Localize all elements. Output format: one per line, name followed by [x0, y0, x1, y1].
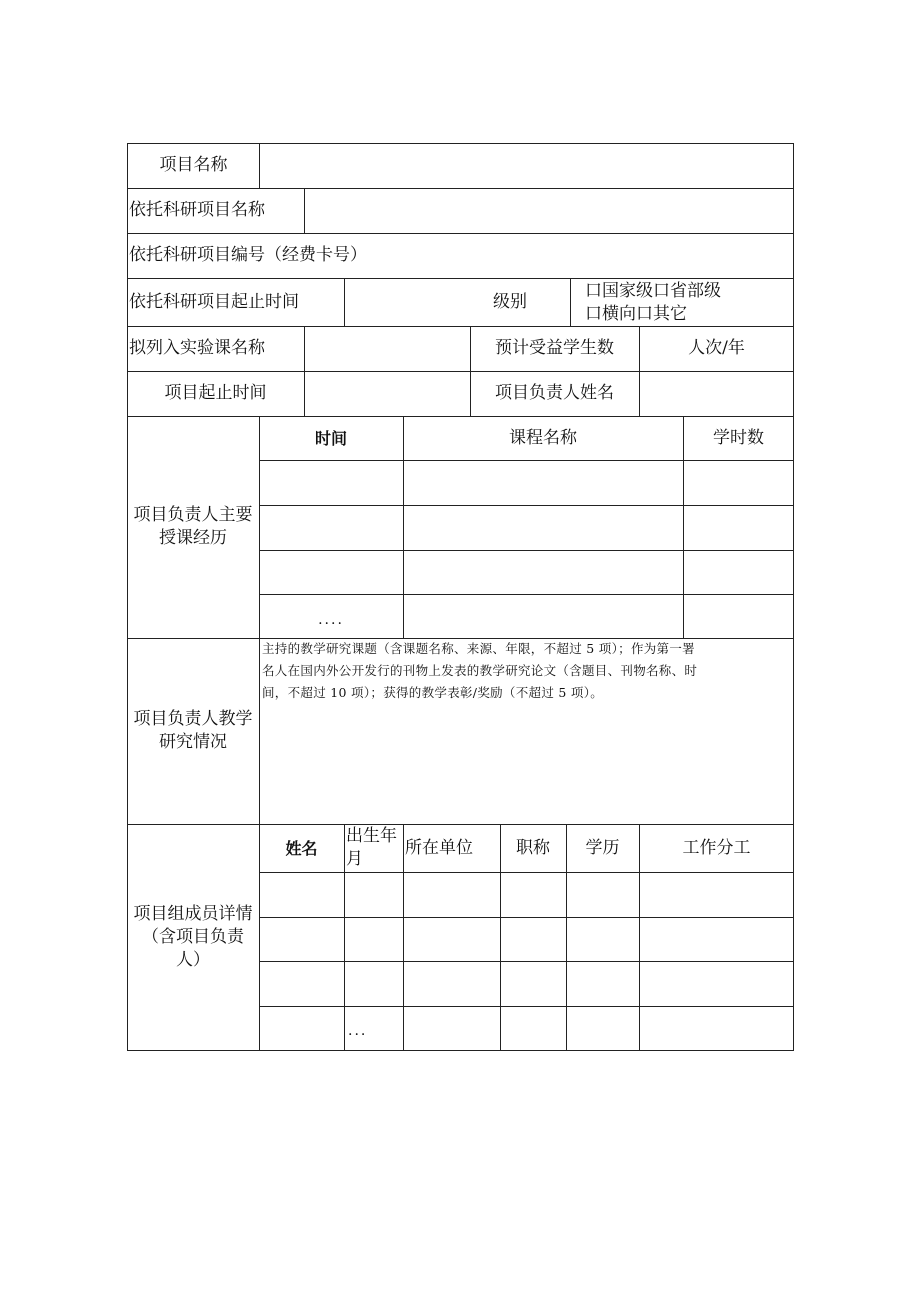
course-name-field[interactable]: [305, 327, 470, 371]
course-name-label: 拟列入实验课名称: [129, 338, 265, 358]
research-instructions[interactable]: [262, 638, 790, 704]
members-section-label-line2: （含项目负责: [142, 926, 244, 947]
research-instruction-line3: 间，不超过 10 项）；获得的教学表彰/奖励（不超过 5 项）。: [262, 685, 604, 700]
members-section-label-line1: 项目组成员详情: [133, 903, 253, 924]
teaching-col-time: 时间: [314, 428, 347, 448]
research-section-label-line2: 研究情况: [159, 732, 227, 752]
members-section-label: [127, 824, 259, 1050]
members-col-birth: [344, 824, 403, 872]
members-ellipsis: ...: [348, 1022, 368, 1039]
members-col-birth-line1: 出生年: [346, 826, 397, 846]
members-col-name: 姓名: [285, 838, 318, 858]
leader-name-label: 项目负责人姓名: [495, 383, 614, 403]
teaching-col-course: 课程名称: [509, 427, 577, 448]
project-name-field[interactable]: [260, 144, 793, 188]
research-period-field[interactable]: [345, 279, 475, 326]
research-project-number-label: 依托科研项目编号（经费卡号）: [129, 245, 367, 265]
project-name-label: 项目名称: [159, 155, 228, 175]
research-period-label: 依托科研项目起止时间: [129, 291, 299, 312]
teaching-ellipsis: ....: [318, 611, 344, 628]
members-col-education: 学历: [585, 837, 620, 858]
research-instruction-line1: 主持的教学研究课题（含课题名称、来源、年限，不超过 5 项）；作为第一署: [262, 641, 695, 656]
level-options-line1[interactable]: 口国家级口省部级: [585, 280, 721, 301]
expected-students-label: 预计受益学生数: [495, 338, 614, 358]
expected-students-unit: 人次/年: [688, 338, 745, 358]
project-period-field[interactable]: [305, 372, 470, 416]
research-section-label-line1: 项目负责人教学: [133, 709, 253, 729]
leader-name-field[interactable]: [640, 372, 793, 416]
research-project-name-label: 依托科研项目名称: [129, 200, 265, 220]
members-col-role: 工作分工: [682, 837, 751, 858]
members-col-title: 职称: [516, 837, 550, 858]
teaching-section-label-line2: 授课经历: [159, 528, 227, 548]
level-options[interactable]: [571, 279, 793, 326]
research-section-label: [127, 638, 259, 824]
level-label: 级别: [493, 291, 527, 312]
research-project-number-field[interactable]: [530, 234, 793, 278]
research-instruction-line2: 名人在国内外公开发行的刊物上发表的教学研究论文（含题目、刊物名称、时: [262, 663, 698, 678]
project-period-label: 项目起止时间: [164, 383, 267, 403]
research-project-name-field[interactable]: [305, 189, 793, 233]
members-col-unit: 所在单位: [405, 837, 473, 858]
teaching-section-label-line1: 项目负责人主要: [133, 505, 253, 525]
members-col-birth-line2: 月: [346, 849, 363, 869]
teaching-col-hours: 学时数: [713, 427, 764, 448]
teaching-section-label: [127, 416, 259, 638]
level-options-line2[interactable]: 口横向口其它: [585, 303, 687, 324]
members-section-label-line3: 人）: [176, 949, 210, 970]
